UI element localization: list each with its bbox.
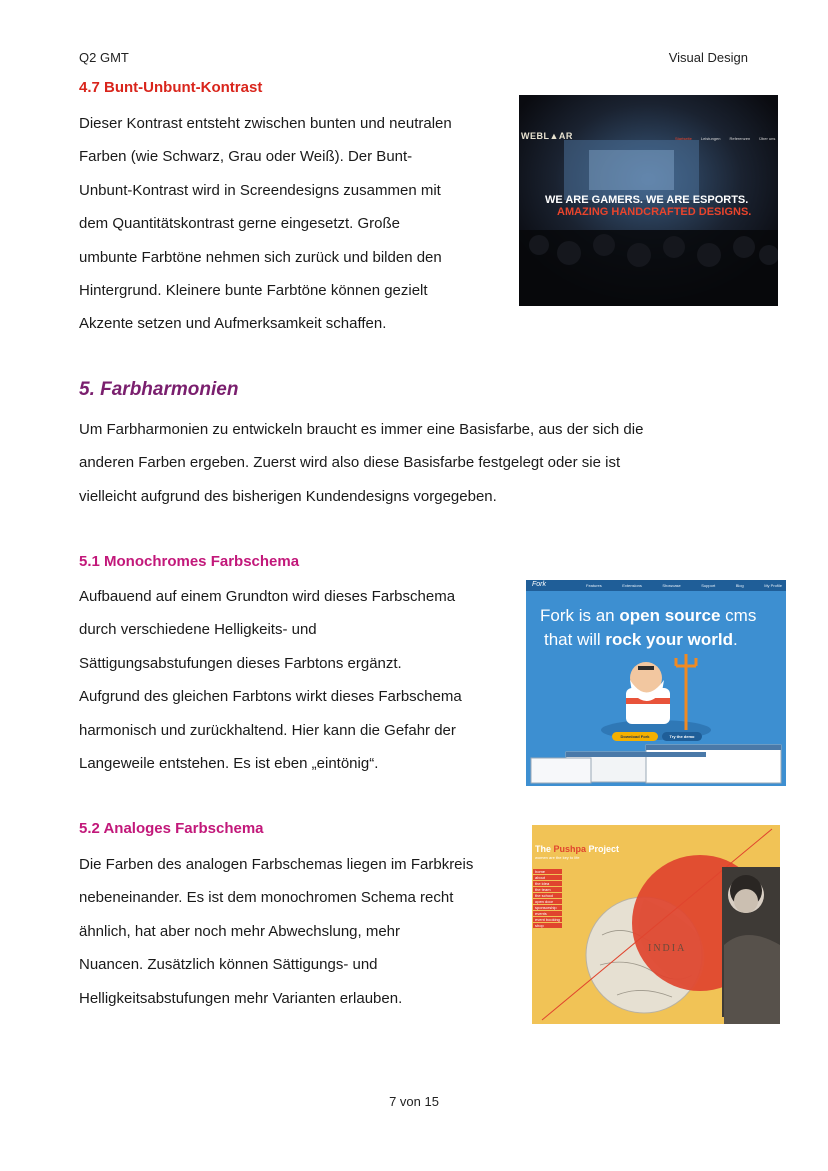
esports-logo: WEBL▲AR <box>521 131 573 141</box>
text-line: Langeweile entstehen. Es ist eben „eintönig“. <box>79 755 379 773</box>
fork-headline-part: rock your world <box>605 630 733 649</box>
esports-website-screenshot <box>519 95 778 306</box>
esports-headline-2: AMAZING HANDCRAFTED DESIGNS. <box>557 206 752 218</box>
pushpa-map-label: INDIA <box>648 943 687 954</box>
paragraph-5 <box>79 413 643 513</box>
fork-mascot-illustration <box>526 580 786 786</box>
fork-nav-item: My Profile <box>764 583 782 588</box>
esports-nav <box>675 136 775 141</box>
fork-headline-part: cms <box>720 606 757 625</box>
text-line: Unbunt-Kontrast wird in Screendesigns zusammen mit <box>79 181 441 199</box>
text-line: harmonisch und zurückhaltend. Hier kann die Gefahr der <box>79 721 456 739</box>
fork-logo: Fork <box>532 581 546 588</box>
fork-nav-item: Features <box>586 583 602 588</box>
header-right: Visual Design <box>668 50 748 65</box>
text-line: Aufbauend auf einem Grundton wird dieses Farbschema <box>79 588 456 605</box>
fork-nav-item: Showcase <box>662 583 681 588</box>
paragraph-5-1 <box>79 580 462 780</box>
text-line: Nuancen. Zusätzlich können Sättigungs- und <box>79 956 378 974</box>
pushpa-menu-item: the idea <box>533 881 562 886</box>
text-line: anderen Farben ergeben. Zuerst wird also diese Basisfarbe festgelegt oder sie ist <box>79 454 621 472</box>
text-line: Akzente setzen und Aufmerksamkeit schaffen. <box>79 315 387 333</box>
heading-4-7: 4.7 Bunt-Unbunt-Kontrast <box>79 79 263 96</box>
fork-nav-item: Extensions <box>622 583 642 588</box>
text-line: vielleicht aufgrund des bisherigen Kundendesigns vorgegeben. <box>79 487 497 505</box>
fork-download-button: Download Fork <box>612 732 658 741</box>
fork-headline-part: that will <box>544 630 606 649</box>
text-line: durch verschiedene Helligkeits- und <box>79 621 317 639</box>
text-line: nebeneinander. Es ist dem monochromen Schema recht <box>79 889 454 907</box>
esports-nav-item: Startseite <box>675 136 692 141</box>
pushpa-menu-item: the team <box>533 887 562 892</box>
text-line: Helligkeitsabstufungen mehr Varianten erlauben. <box>79 989 403 1007</box>
pushpa-subtitle: women are the key to life <box>535 855 580 860</box>
fork-headline-part: open source <box>619 606 721 625</box>
pushpa-title-part: The <box>535 844 554 854</box>
paragraph-5-2 <box>79 848 473 1015</box>
text-line: Dieser Kontrast entsteht zwischen bunten und neutralen <box>79 115 452 132</box>
text-line: Sättigungsabstufungen dieses Farbtons ergänzt. <box>79 654 402 672</box>
pushpa-menu-item: event booking <box>535 917 560 922</box>
text-line: Hintergrund. Kleinere bunte Farbtöne können gezielt <box>79 282 428 300</box>
text-line: umbunte Farbtöne nehmen sich zurück und bilden den <box>79 248 442 266</box>
esports-nav-item: Leistungen <box>700 136 721 141</box>
heading-5-1: 5.1 Monochromes Farbschema <box>79 553 300 570</box>
fork-nav-item: Support <box>701 583 716 588</box>
text-line: dem Quantitätskontrast gerne eingesetzt. Große <box>79 215 400 233</box>
heading-5: 5. Farbharmonien <box>79 379 239 400</box>
text-line: Die Farben des analogen Farbschemas liegen im Farbkreis <box>79 856 474 873</box>
heading-5-2: 5.2 Analoges Farbschema <box>79 820 264 837</box>
fork-headline-part: Fork is an <box>540 606 620 625</box>
pushpa-project-website-screenshot <box>532 825 780 1024</box>
pushpa-title <box>535 844 619 854</box>
fork-demo-button: Try the demo <box>662 732 702 741</box>
pushpa-menu-item: home <box>533 869 562 874</box>
header-left: Q2 GMT <box>79 50 129 65</box>
pushpa-menu-item: the school <box>533 893 562 898</box>
page-number: 7 von 15 <box>389 1094 439 1109</box>
fork-cms-website-screenshot <box>526 580 786 786</box>
pushpa-menu-item: about <box>533 875 562 880</box>
paragraph-4-7 <box>79 107 452 341</box>
pushpa-menu-item: open door <box>533 899 562 904</box>
esports-nav-item: Über uns <box>759 136 776 141</box>
text-line: Farben (wie Schwarz, Grau oder Weiß). Der Bunt- <box>79 148 413 166</box>
pushpa-menu-item: sponsorship <box>533 905 562 910</box>
text-line: ähnlich, hat aber noch mehr Abwechslung, mehr <box>79 922 401 940</box>
text-line: Um Farbharmonien zu entwickeln braucht es immer eine Basisfarbe, aus der sich die <box>79 421 644 438</box>
text-line: Aufgrund des gleichen Farbtons wirkt dieses Farbschema <box>79 688 462 706</box>
fork-headline-part: . <box>732 630 738 649</box>
esports-headline-1: WE ARE GAMERS. WE ARE ESPORTS. <box>545 194 749 206</box>
pushpa-title-part: Pushpa <box>553 844 587 854</box>
pushpa-menu-item: shop <box>533 923 562 928</box>
pushpa-title-part: Project <box>586 844 620 854</box>
pushpa-menu-item: events <box>533 911 562 916</box>
fork-nav-item: Blog <box>735 583 744 588</box>
esports-nav-item: Referenzen <box>729 136 751 141</box>
pushpa-menu <box>533 869 562 928</box>
